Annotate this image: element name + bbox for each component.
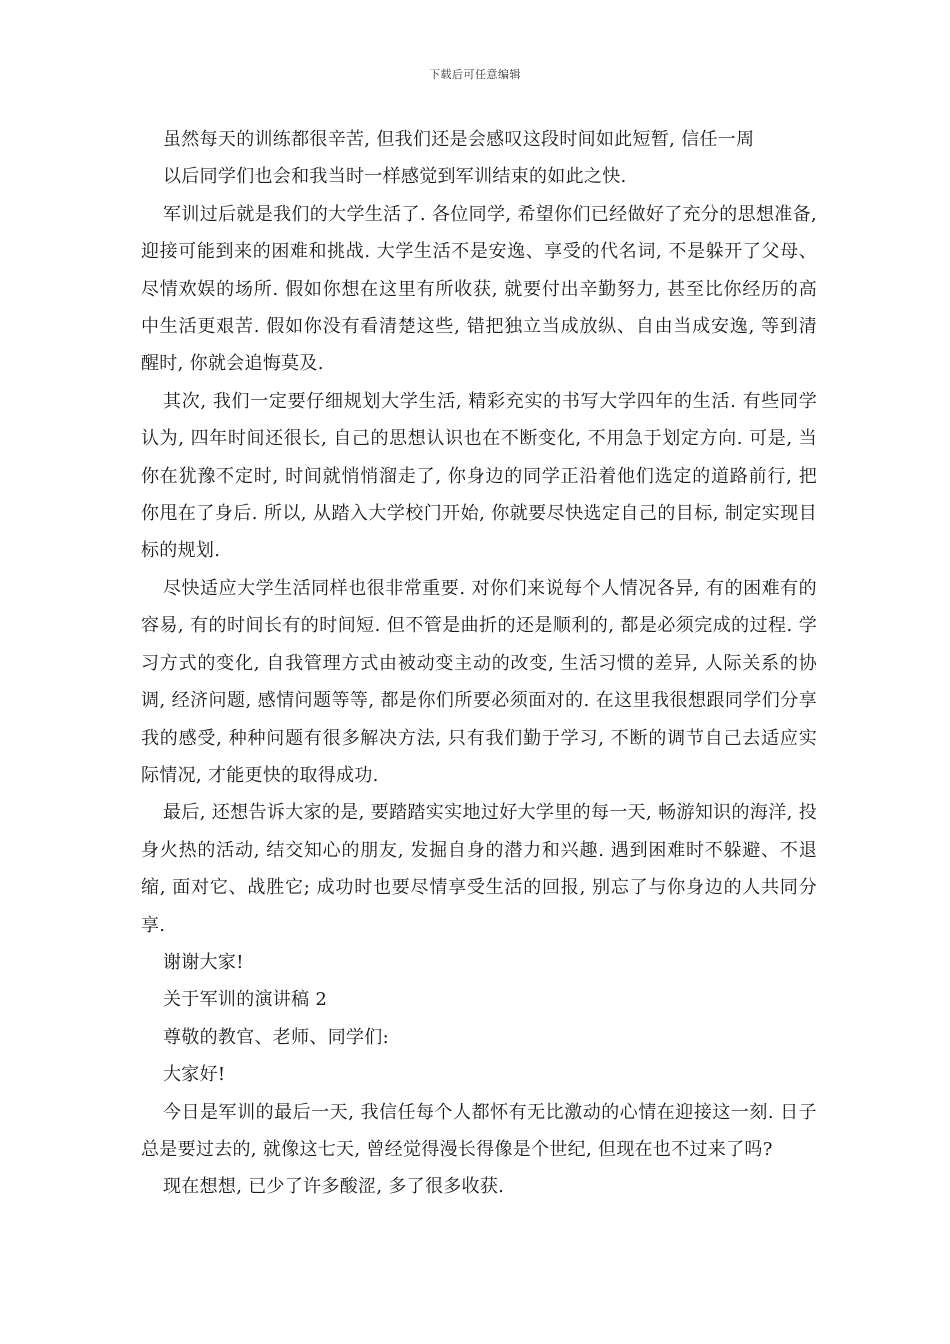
paragraph-2: 军训过后就是我们的大学生活了. 各位同学, 希望你们已经做好了充分的思想准备, 迎接可能到来的困难和挑战. 大学生活不是安逸、享受的代名词, 不是躲开了父母、尽情欢娱的场所. 假如你想在这里有所收获, 就要付出辛勤努力, 甚至比你经历的高中生活更艰苦. 假如你没有看清楚这些, 错把独立当成放纵、自由当成安逸, 等到清醒时, 你就会追悔莫及. [141,203,817,375]
paragraph-thanks: 谢谢大家! [163,951,244,973]
header-note: 下载后可任意编辑 [429,68,521,81]
greeting: 大家好! [163,1064,226,1086]
paragraph-4: 尽快适应大学生活同样也很非常重要. 对你们来说每个人情况各异, 有的困难有的容易, 有的时间长有的时间短. 但不管是曲折的还是顺利的, 都是必须完成的过程. 学习方式的变化, 自我管理方式由被动变主动的改变, 生活习惯的差异, 人际关系的协调, 经济问题, 感情问题等等, 都是你们所要必须面对的. 在这里我很想跟同学们分享我的感受, 种种问题有很多解决方法, 只有我们勤于学习, 不断的调节自己去适应实际情况, 才能更快的取得成功. [141,577,817,786]
paragraph-5: 最后, 还想告诉大家的是, 要踏踏实实地过好大学里的每一天, 畅游知识的海洋, 投身火热的活动, 结交知心的朋友, 发掘自身的潜力和兴趣. 遇到困难时不躲避、不退缩, 面对它、战胜它; 成功时也要尽情享受生活的回报, 别忘了与你身边的人共同分享. [141,802,817,936]
document-body [141,121,817,1206]
paragraph-3: 其次, 我们一定要仔细规划大学生活, 精彩充实的书写大学四年的生活. 有些同学认为, 四年时间还很长, 自己的思想认识也在不断变化, 不用急于划定方向. 可是, 当你在犹豫不定时, 时间就悄悄溜走了, 你身边的同学正沿着他们选定的道路前行, 把你甩在了身后. 所以, 从踏入大学校门开始, 你就要尽快选定自己的目标, 制定实现目标的规划. [141,390,817,562]
paragraph-now: 现在想想, 已少了许多酸涩, 多了很多收获. [163,1176,505,1198]
paragraph-1-line-1: 虽然每天的训练都很辛苦, 但我们还是会感叹这段时间如此短暂, 信任一周 [163,129,755,150]
paragraph-1 [141,121,817,196]
paragraph-today: 今日是军训的最后一天, 我信任每个人都怀有无比激动的心情在迎接这一刻. 日子总是要过去的, 就像这七天, 曾经觉得漫长得像是个世纪, 但现在也不过来了吗? [141,1101,817,1160]
salutation: 尊敬的教官、老师、同学们: [163,1026,389,1048]
paragraph-1-line-2: 以后同学们也会和我当时一样感觉到军训结束的如此之快. [163,166,627,188]
speech-title: 关于军训的演讲稿 2 [163,989,328,1011]
